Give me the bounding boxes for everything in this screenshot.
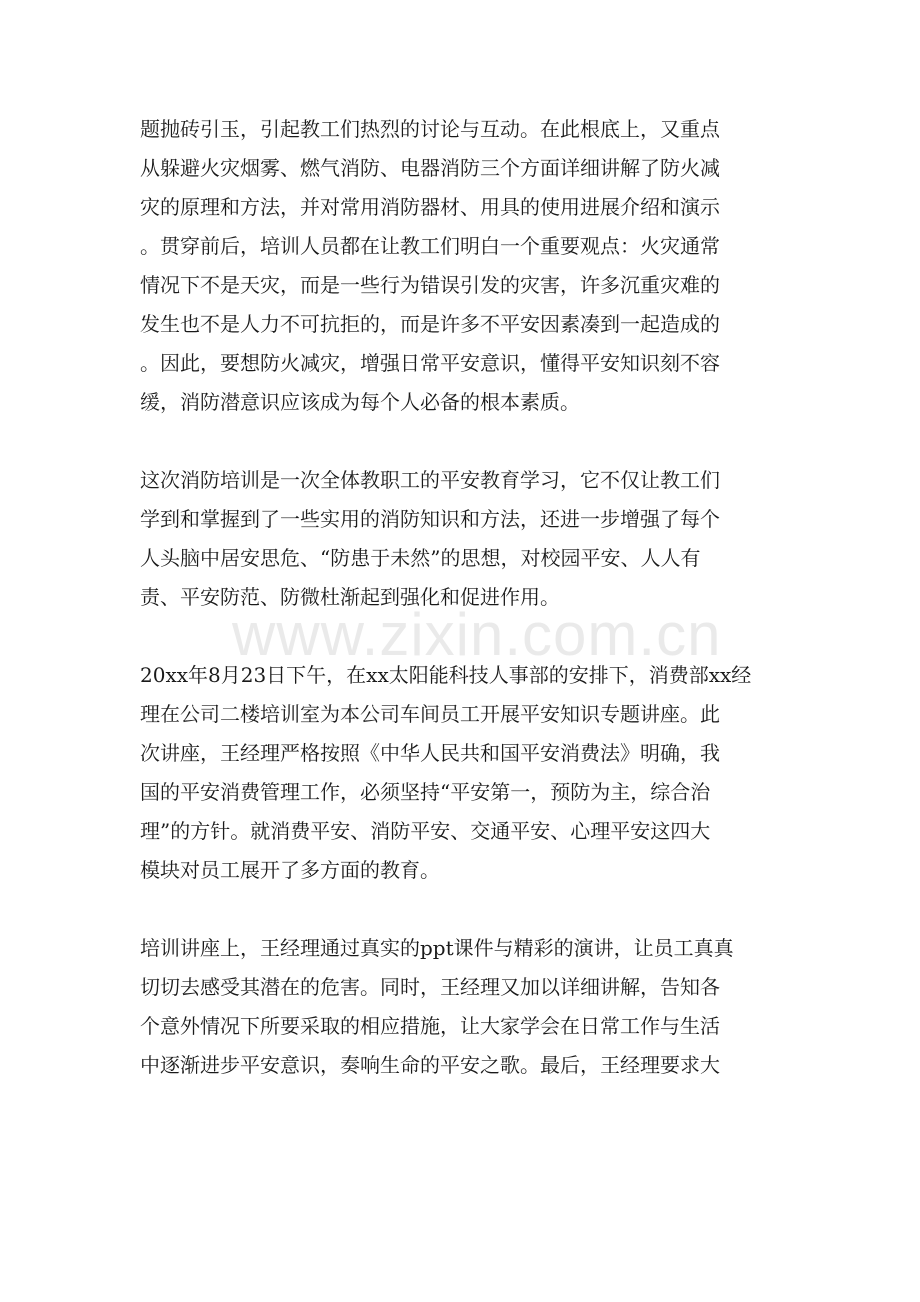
text-line: 发生也不是人力不可抗拒的，而是许多不平安因素凑到一起造成的 [140,312,720,336]
watermark: www.zixin.com.cn [232,601,722,668]
paragraph-training-summary [140,461,780,617]
text-line: 题抛砖引玉，引起教工们热烈的讨论与互动。在此根底上，又重点 [140,117,720,141]
paragraph-lecture-details [140,929,780,1085]
text-line: 国的平安消费管理工作，必须坚持“平安第一，预防为主，综合治 [140,780,711,804]
text-line: 理”的方针。就消费平安、消防平安、交通平安、心理平安这四大 [140,819,711,843]
text-line: 次讲座，王经理严格按照《中华人民共和国平安消费法》明确，我 [140,741,720,765]
text-line: 灾的原理和方法，并对常用消防器材、用具的使用进展介绍和演示 [140,195,720,219]
text-line: 学到和掌握到了一些实用的消防知识和方法，还进一步增强了每个 [140,507,720,531]
text-line: 责、平安防范、防微杜渐起到强化和促进作用。 [140,585,560,609]
text-line: 。贯穿前后，培训人员都在让教工们明白一个重要观点：火灾通常 [140,234,720,258]
paragraph-fire-safety-explanation [140,110,780,422]
text-line: 20xx年8月23日下午，在xx太阳能科技人事部的安排下，消费部xx经 [140,663,752,687]
text-line: 培训讲座上，王经理通过真实的ppt课件与精彩的演讲，让员工真真 [140,936,734,960]
text-line: 缓，消防潜意识应该成为每个人必备的根本素质。 [140,390,580,414]
text-line: 中逐渐进步平安意识，奏响生命的平安之歌。最后，王经理要求大 [140,1053,720,1077]
paragraph-lecture-introduction [140,656,780,890]
text-line: 模块对员工展开了多方面的教育。 [140,858,440,882]
text-line: 。因此，要想防火减灾，增强日常平安意识，懂得平安知识刻不容 [140,351,720,375]
text-line: 从躲避火灾烟雾、燃气消防、电器消防三个方面详细讲解了防火减 [140,156,720,180]
text-line: 切切去感受其潜在的危害。同时，王经理又加以详细讲解，告知各 [140,975,720,999]
text-line: 情况下不是天灾，而是一些行为错误引发的灾害，许多沉重灾难的 [140,273,720,297]
text-line: 理在公司二楼培训室为本公司车间员工开展平安知识专题讲座。此 [140,702,720,726]
text-line: 个意外情况下所要采取的相应措施，让大家学会在日常工作与生活 [140,1014,720,1038]
text-line: 人头脑中居安思危、“防患于未然”的思想，对校园平安、人人有 [140,546,701,570]
document-body [140,110,780,1085]
text-line: 这次消防培训是一次全体教职工的平安教育学习，它不仅让教工们 [140,468,720,492]
